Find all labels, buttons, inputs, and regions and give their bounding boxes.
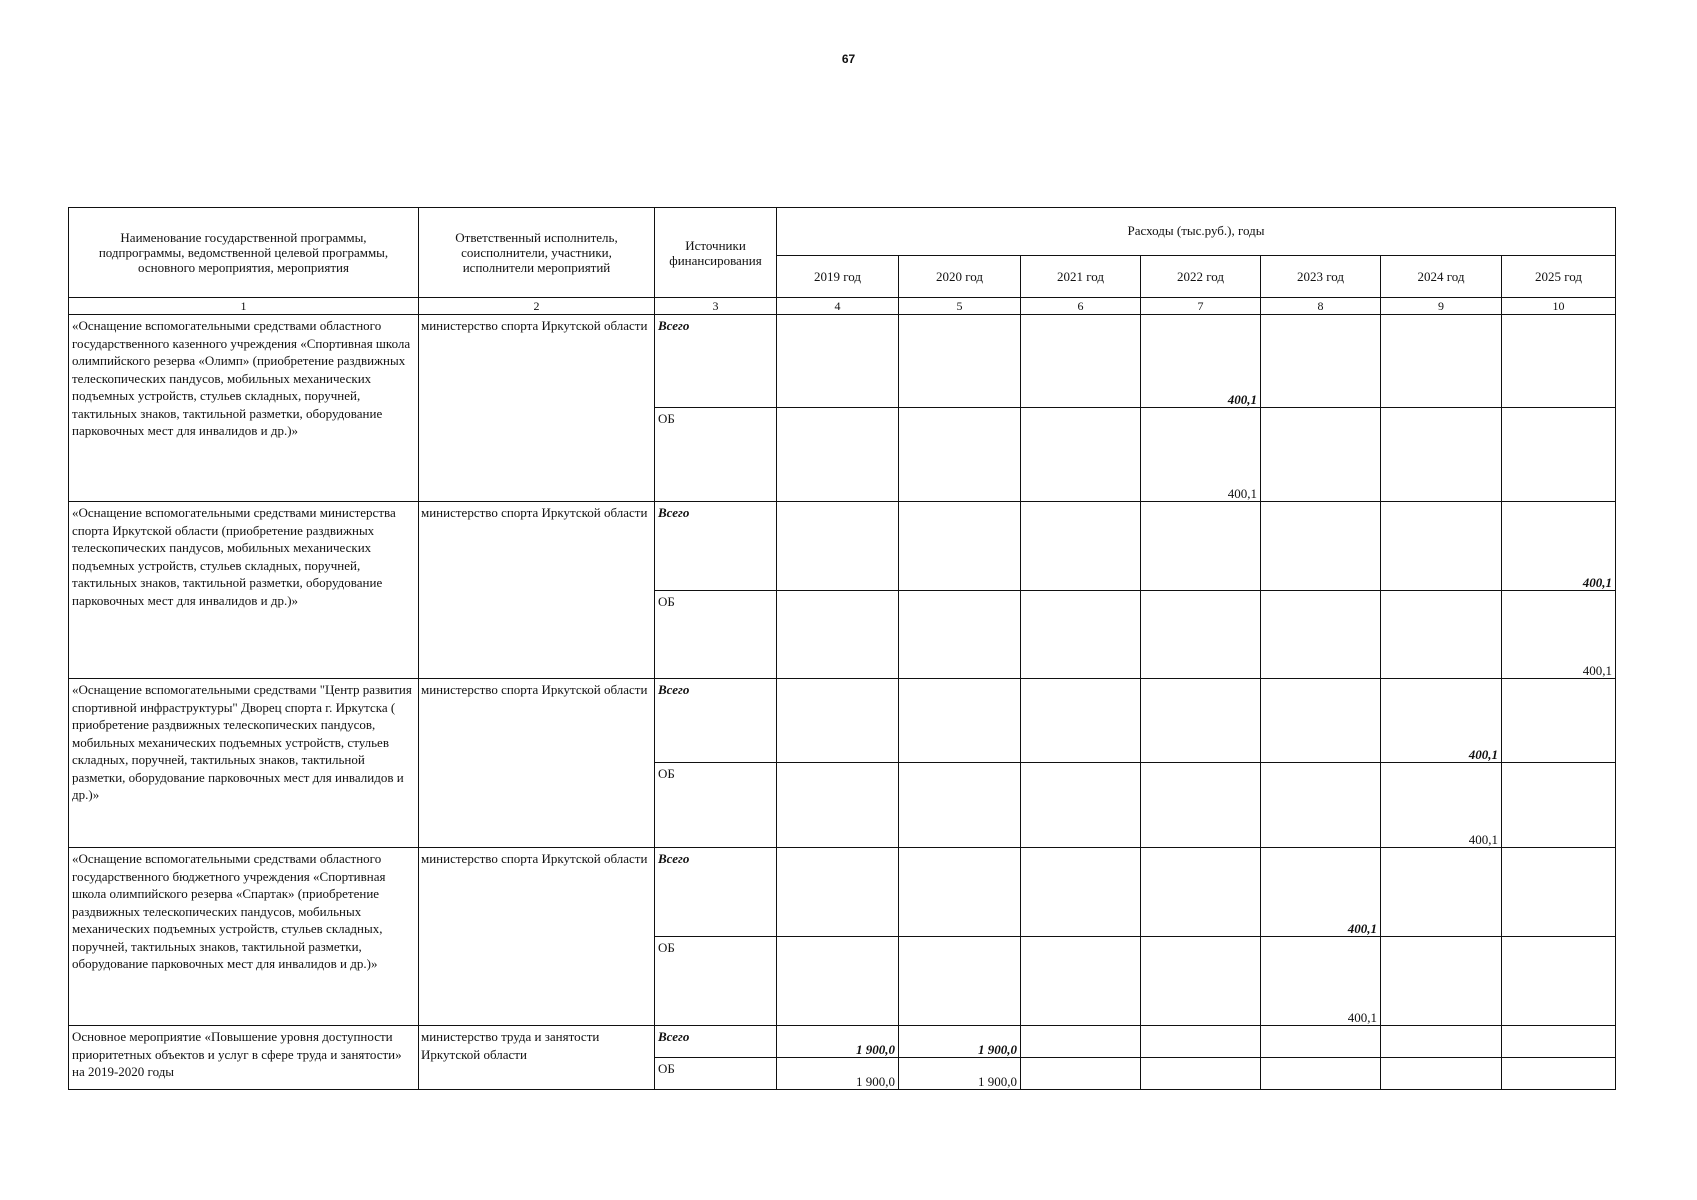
year-ob-cell [1502, 937, 1616, 1026]
year-total-cell [1502, 1026, 1616, 1058]
year-total-cell [1021, 848, 1141, 937]
year-total-cell [1261, 315, 1381, 408]
year-ob-cell [1141, 408, 1261, 502]
year-ob-cell [1021, 937, 1141, 1026]
year-total-cell [1141, 1026, 1261, 1058]
year-total-cell [1021, 1026, 1141, 1058]
value-total: 400,1 [1227, 392, 1257, 407]
year-total-cell [777, 502, 899, 591]
source-ob-label: ОБ [655, 763, 777, 848]
year-total-cell [1502, 502, 1616, 591]
header-year: 2023 год [1261, 256, 1381, 298]
header-year: 2019 год [777, 256, 899, 298]
year-ob-cell [899, 408, 1021, 502]
value-total: 1 900,0 [856, 1042, 895, 1057]
year-ob-cell [1261, 591, 1381, 679]
year-ob-cell [1141, 591, 1261, 679]
year-total-cell [1141, 679, 1261, 763]
header-year: 2022 год [1141, 256, 1261, 298]
program-name: «Оснащение вспомогательными средствами "Центр развития спортивной инфраструктуры" Дворец спорта г. Иркутска ( приобретение раздвижных телескопических пандусов, мобильных механических подъемных устройств, стульев складных, поручней, тактильных знаков, тактильной разметки, оборудование парковочных мест для инвалидов и др.)» [69, 679, 419, 848]
header-name: Наименование государственной программы, подпрограммы, ведомственной целевой программы, основного мероприятия, мероприятия [69, 208, 419, 298]
column-number: 1 [69, 298, 419, 315]
table-row [69, 1026, 1616, 1058]
source-total-label: Всего [655, 848, 777, 937]
year-ob-cell [899, 937, 1021, 1026]
year-ob-cell [1381, 408, 1502, 502]
table-row [69, 679, 1616, 763]
executor: министерство спорта Иркутской области [419, 679, 655, 848]
year-ob-cell [1141, 1058, 1261, 1090]
year-total-cell [899, 315, 1021, 408]
executor: министерство спорта Иркутской области [419, 502, 655, 679]
value-ob: 1 900,0 [856, 1074, 895, 1089]
value-ob: 1 900,0 [978, 1074, 1017, 1089]
value-total: 400,1 [1468, 747, 1498, 762]
year-ob-cell [1021, 408, 1141, 502]
year-total-cell [1502, 679, 1616, 763]
year-ob-cell [1381, 1058, 1502, 1090]
year-total-cell [1021, 679, 1141, 763]
source-ob-label: ОБ [655, 937, 777, 1026]
year-ob-cell [899, 591, 1021, 679]
header-source: Источники финансирования [655, 208, 777, 298]
year-total-cell [899, 679, 1021, 763]
year-ob-cell [1261, 937, 1381, 1026]
year-total-cell [777, 315, 899, 408]
page-number: 67 [841, 52, 856, 66]
year-total-cell [899, 502, 1021, 591]
year-total-cell [1021, 315, 1141, 408]
table-row [69, 502, 1616, 591]
year-ob-cell [1021, 763, 1141, 848]
executor: министерство спорта Иркутской области [419, 315, 655, 502]
column-number: 8 [1261, 298, 1381, 315]
executor: министерство труда и занятости Иркутской области [419, 1026, 655, 1090]
year-total-cell [1141, 315, 1261, 408]
value-total: 400,1 [1582, 575, 1613, 590]
table-row [69, 848, 1616, 937]
year-total-cell [1502, 315, 1616, 408]
year-total-cell [1381, 502, 1502, 591]
year-ob-cell [1141, 763, 1261, 848]
expenses-table [68, 207, 1616, 1090]
year-total-cell [777, 1026, 899, 1058]
year-ob-cell [777, 763, 899, 848]
header-executor: Ответственный исполнитель, соисполнители, участники, исполнители мероприятий [419, 208, 655, 298]
value-total: 400,1 [1347, 921, 1377, 936]
source-total-label: Всего [655, 679, 777, 763]
year-ob-cell [1141, 937, 1261, 1026]
year-total-cell [1141, 848, 1261, 937]
year-total-cell [1381, 315, 1502, 408]
source-total-label: Всего [655, 502, 777, 591]
year-ob-cell [1381, 763, 1502, 848]
header-year: 2020 год [899, 256, 1021, 298]
year-total-cell [1261, 1026, 1381, 1058]
value-ob: 400,1 [1468, 832, 1498, 847]
year-ob-cell [899, 1058, 1021, 1090]
year-total-cell [1261, 502, 1381, 591]
program-name: «Оснащение вспомогательными средствами министерства спорта Иркутской области (приобретение раздвижных телескопических пандусов, мобильных механических подъемных устройств, стульев складных, поручней, тактильных знаков, тактильной разметки, оборудование парковочных мест для инвалидов и др.)» [69, 502, 419, 679]
column-number: 6 [1021, 298, 1141, 315]
year-ob-cell [777, 408, 899, 502]
year-total-cell [777, 848, 899, 937]
column-number: 7 [1141, 298, 1261, 315]
year-total-cell [1381, 1026, 1502, 1058]
year-ob-cell [1381, 591, 1502, 679]
program-name: «Оснащение вспомогательными средствами областного государственного казенного учреждения «Спортивная школа олимпийского резерва «Олимп» (приобретение раздвижных телескопических пандусов, мобильных механических подъемных устройств, стульев складных, поручней, тактильных знаков, тактильной разметки, оборудование парковочных мест для инвалидов и др.)» [69, 315, 419, 502]
column-number: 4 [777, 298, 899, 315]
value-total: 1 900,0 [978, 1042, 1017, 1057]
column-number: 9 [1381, 298, 1502, 315]
year-total-cell [1141, 502, 1261, 591]
year-total-cell [1261, 848, 1381, 937]
year-total-cell [899, 848, 1021, 937]
year-ob-cell [1021, 1058, 1141, 1090]
year-total-cell [1021, 502, 1141, 591]
source-ob-label: ОБ [655, 591, 777, 679]
year-total-cell [777, 679, 899, 763]
year-ob-cell [1502, 763, 1616, 848]
value-ob: 400,1 [1227, 486, 1257, 501]
year-ob-cell [777, 591, 899, 679]
header-expenses: Расходы (тыс.руб.), годы [777, 208, 1616, 256]
value-ob: 400,1 [1347, 1010, 1377, 1025]
year-total-cell [1381, 679, 1502, 763]
year-ob-cell [1381, 937, 1502, 1026]
column-number: 5 [899, 298, 1021, 315]
year-ob-cell [1502, 1058, 1616, 1090]
program-name: «Оснащение вспомогательными средствами областного государственного бюджетного учреждения «Спортивная школа олимпийского резерва «Спартак» (приобретение раздвижных телескопических пандусов, мобильных механических подъемных устройств, стульев складных, поручней, тактильных знаков, тактильной разметки, оборудование парковочных мест для инвалидов и др.)» [69, 848, 419, 1026]
year-ob-cell [1261, 408, 1381, 502]
table-row [69, 315, 1616, 408]
source-ob-label: ОБ [655, 408, 777, 502]
column-number: 10 [1502, 298, 1616, 315]
year-ob-cell [1261, 763, 1381, 848]
year-ob-cell [777, 1058, 899, 1090]
year-ob-cell [1502, 408, 1616, 502]
year-ob-cell [1502, 591, 1616, 679]
header-year: 2021 год [1021, 256, 1141, 298]
year-ob-cell [777, 937, 899, 1026]
column-number: 3 [655, 298, 777, 315]
source-total-label: Всего [655, 1026, 777, 1058]
year-ob-cell [1261, 1058, 1381, 1090]
year-total-cell [1502, 848, 1616, 937]
year-total-cell [1381, 848, 1502, 937]
executor: министерство спорта Иркутской области [419, 848, 655, 1026]
program-name: Основное мероприятие «Повышение уровня доступности приоритетных объектов и услуг в сфере труда и занятости» на 2019-2020 годы [69, 1026, 419, 1090]
source-total-label: Всего [655, 315, 777, 408]
year-total-cell [1261, 679, 1381, 763]
year-ob-cell [899, 763, 1021, 848]
year-ob-cell [1021, 591, 1141, 679]
source-ob-label: ОБ [655, 1058, 777, 1090]
column-number: 2 [419, 298, 655, 315]
year-total-cell [899, 1026, 1021, 1058]
value-ob: 400,1 [1582, 663, 1613, 678]
header-year: 2025 год [1502, 256, 1616, 298]
header-year: 2024 год [1381, 256, 1502, 298]
